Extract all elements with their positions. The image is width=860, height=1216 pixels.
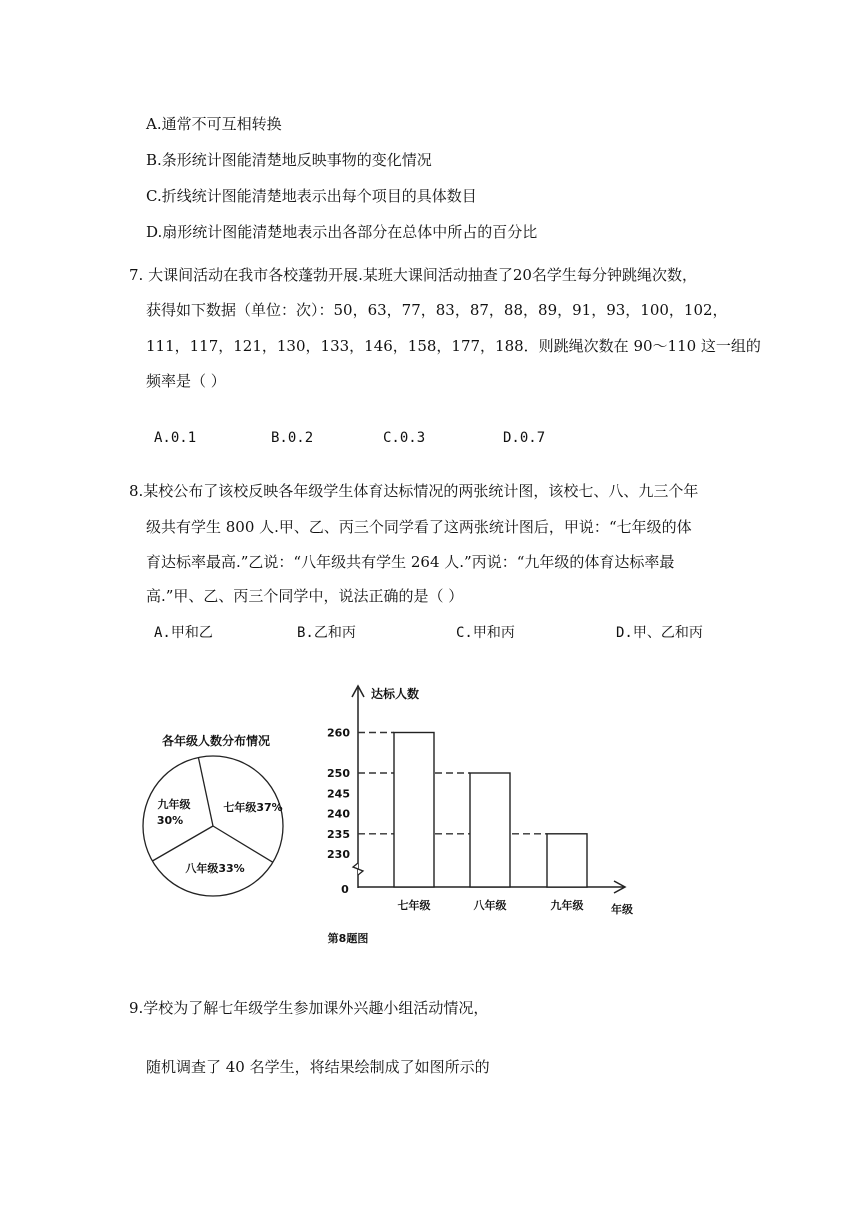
q7-text-line-3: 111，117，121，130，133，146，158，177，188．则跳绳次数在 90～110 这一组的 [146, 337, 761, 355]
pie-title: 各年级人数分布情况 [161, 734, 271, 748]
q7-option-b: B.0.2 [271, 430, 314, 446]
q6-option-d: D.扇形统计图能清楚地表示出各部分在总体中所占的百分比 [146, 223, 538, 241]
q8-option-b: B.乙和丙 [297, 625, 356, 641]
x-category-label: 七年级 [397, 899, 431, 912]
q8-option-c: C.甲和丙 [456, 625, 515, 641]
y-zero-label: 0 [341, 883, 349, 896]
q7-option-c: C.0.3 [383, 430, 426, 446]
q7-option-a: A.0.1 [154, 430, 197, 446]
y-tick-label: 240 [327, 807, 350, 821]
q6-option-c: C.折线统计图能清楚地表示出每个项目的具体数目 [146, 187, 477, 205]
y-tick-label: 245 [327, 787, 350, 801]
axis-break [353, 863, 363, 875]
bar [547, 834, 587, 887]
bar [394, 733, 434, 888]
q8-text-line-4: 高.”甲、乙、丙三个同学中，说法正确的是（ ） [146, 587, 464, 605]
y-tick-label: 260 [327, 726, 350, 740]
y-tick-label: 250 [327, 767, 350, 780]
y-tick-label: 230 [327, 848, 350, 861]
pie-label-grade7: 七年级37% [223, 801, 283, 814]
pie-slice-boundary [198, 758, 213, 827]
pie-slice-boundary [152, 826, 213, 861]
bar-xlabel: 年级 [611, 903, 633, 916]
bar-ylabel: 达标人数 [370, 687, 420, 701]
pie-slice-boundary [213, 826, 273, 862]
q6-option-a: A.通常不可互相转换 [146, 115, 282, 133]
q8-option-a: A.甲和乙 [154, 625, 213, 641]
y-tick-label: 235 [327, 827, 350, 841]
x-category-label: 九年级 [550, 899, 584, 912]
bar [470, 773, 510, 887]
q7-text-line-2: 获得如下数据（单位：次）：50，63，77，83，87，88，89，91，93，100，102， [146, 301, 728, 319]
q9-text-line-2: 随机调查了 40 名学生，将结果绘制成了如图所示的 [146, 1058, 490, 1076]
q7-text-line-4: 频率是（ ） [146, 372, 226, 390]
figure-caption: 第8题图 [327, 932, 369, 945]
q8-text-line-3: 育达标率最高.”乙说：“八年级共有学生 264 人.”丙说：“九年级的体育达标率最 [146, 553, 675, 571]
q7-text-line-1: 7. 大课间活动在我市各校蓬勃开展.某班大课间活动抽查了20名学生每分钟跳绳次数， [129, 266, 697, 284]
q8-option-d: D.甲、乙和丙 [616, 625, 703, 641]
pie-label-grade9: 九年级 [157, 798, 191, 811]
q8-text-line-1: 8.某校公布了该校反映各年级学生体育达标情况的两张统计图，该校七、八、九三个年 [129, 482, 699, 500]
x-category-label: 八年级 [473, 899, 507, 912]
q9-text-line-1: 9.学校为了解七年级学生参加课外兴趣小组活动情况， [129, 999, 489, 1017]
bar-chart [327, 686, 633, 916]
pie-chart [143, 733, 283, 896]
q7-option-d: D.0.7 [503, 430, 546, 446]
q6-option-b: B.条形统计图能清楚地反映事物的变化情况 [146, 151, 432, 169]
pie-label-grade9-pct: 30% [156, 814, 184, 827]
q8-text-line-2: 级共有学生 800 人.甲、乙、丙三个同学看了这两张统计图后，甲说：“七年级的体 [146, 518, 692, 536]
pie-label-grade8: 八年级33% [185, 862, 245, 875]
